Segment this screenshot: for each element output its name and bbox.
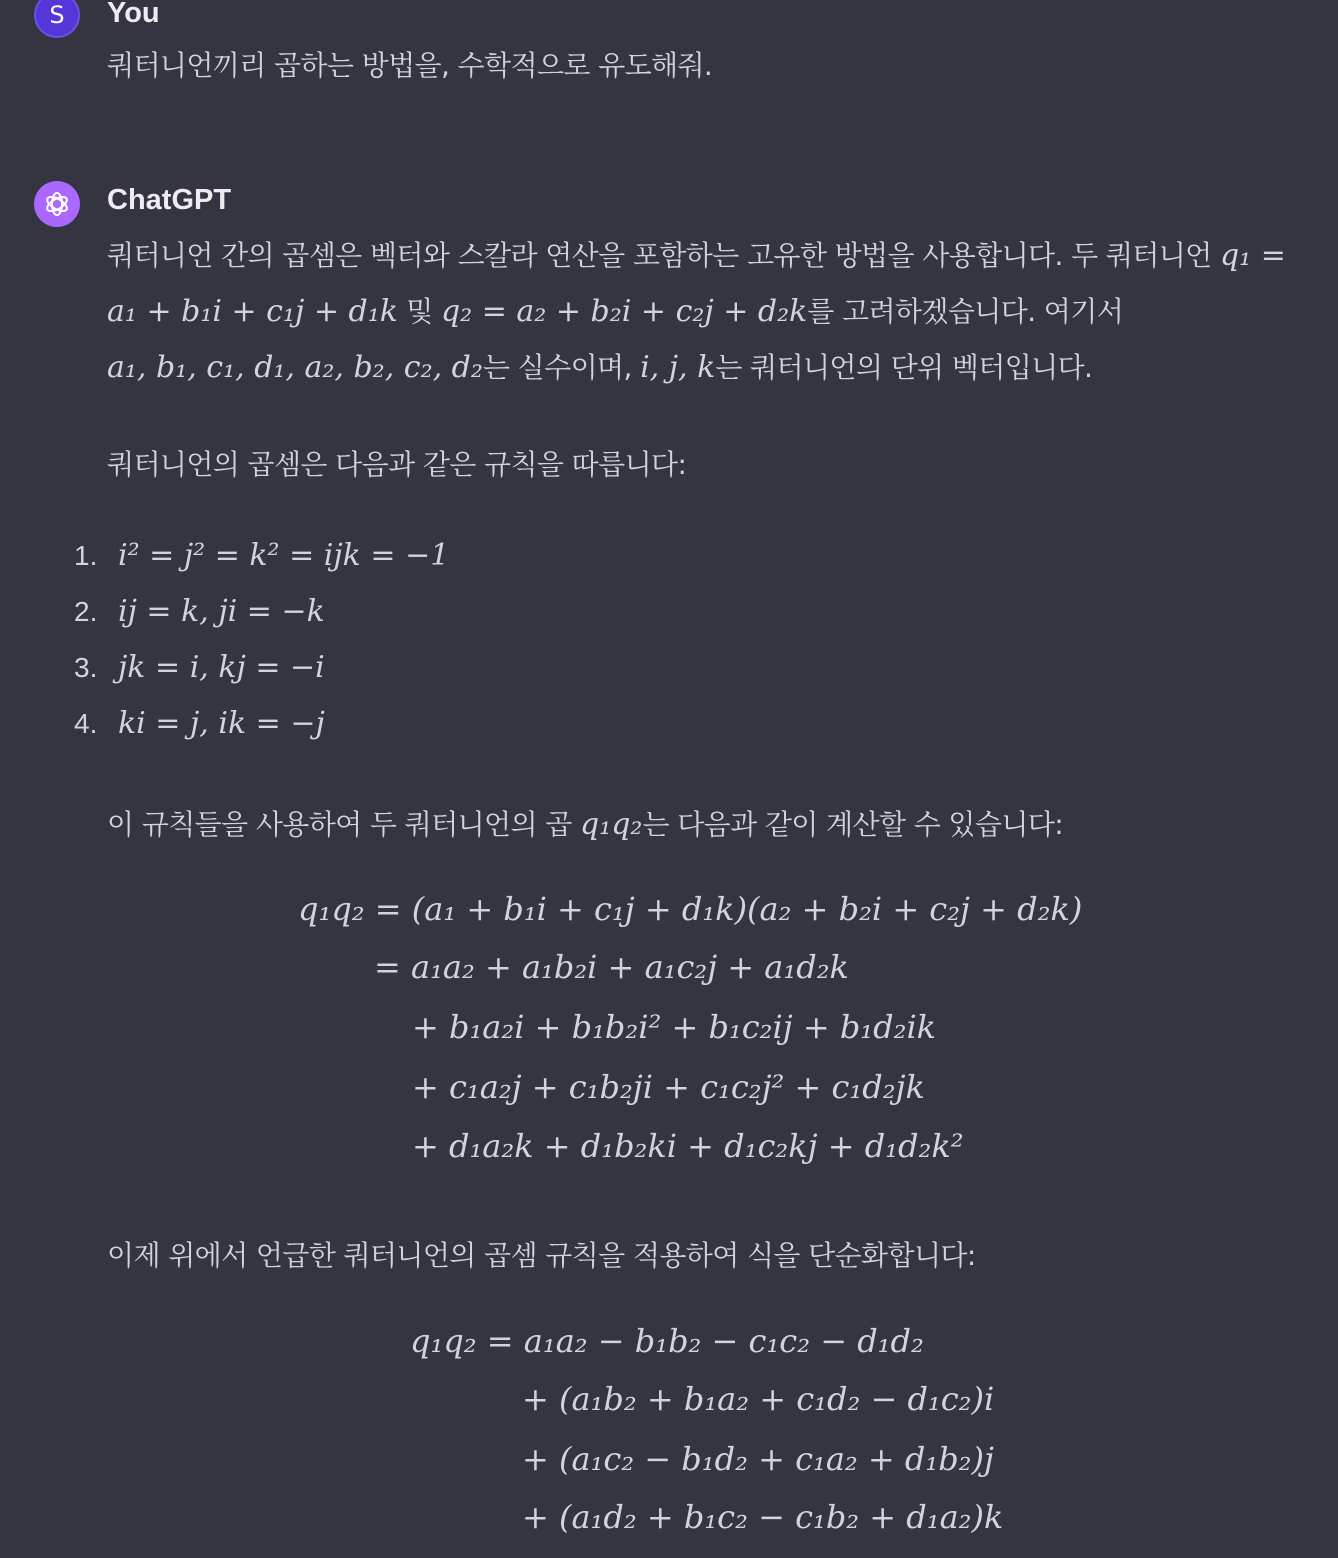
product-intro-math: q₁q₂ [579,807,643,842]
intro-text-2b: 및 [397,295,441,328]
expansion-line-4: + c₁a₂j + c₁b₂ji + c₁c₂j² + c₁d₂jk [412,1068,925,1106]
list-item [74,538,449,573]
product-intro-text-c: 는 다음과 같이 계산할 수 있습니다: [642,808,1064,841]
intro-text-3b: 는 실수이며, [482,351,641,384]
list-item [74,706,325,741]
intro-line-2 [107,290,1123,330]
chatgpt-avatar [34,181,80,227]
expansion-line-5: + d₁a₂k + d₁b₂ki + d₁c₂kj + d₁d₂k² [412,1127,964,1165]
intro-text-3d: 는 쿼터니언의 단위 벡터입니다. [715,351,1093,384]
list-number: 1. [74,540,98,571]
intro-math-units: i, j, k [640,350,716,385]
product-intro [107,803,1063,843]
assistant-name: ChatGPT [107,184,232,216]
expansion-line-2: = a₁a₂ + a₁b₂i + a₁c₂j + a₁d₂k [374,948,849,986]
intro-math-coeffs: a₁, b₁, c₁, d₁, a₂, b₂, c₂, d₂ [107,350,483,385]
user-message-text: 쿼터니언끼리 곱하는 방법을, 수학적으로 유도해줘. [107,49,713,82]
intro-math-q2-def: q₂ = a₂ + b₂i + c₂j + d₂k [440,294,808,329]
result-line-3: + (a₁c₂ − b₁d₂ + c₁a₂ + d₁b₂)j [522,1440,994,1478]
product-intro-text-a: 이 규칙들을 사용하여 두 쿼터니언의 곱 [107,808,580,841]
openai-logo-icon [42,189,72,219]
expansion-line-3: + b₁a₂i + b₁b₂i² + b₁c₂ij + b₁d₂ik [412,1008,937,1046]
result-line-4: + (a₁d₂ + b₁c₂ − c₁b₂ + d₁a₂)k [522,1498,1004,1536]
intro-line-3 [107,346,1092,386]
result-line-2: + (a₁b₂ + b₁a₂ + c₁d₂ − d₁c₂)i [522,1380,995,1418]
list-item [74,594,325,629]
expansion-line-1: q₁q₂ = (a₁ + b₁i + c₁j + d₁k)(a₂ + b₂i + c₂j + d₂k) [298,890,1083,928]
user-avatar [34,0,80,38]
rules-intro: 쿼터니언의 곱셈은 다음과 같은 규칙을 따릅니다: [107,448,687,481]
list-number: 2. [74,596,98,627]
rule-expression: jk = i, kj = −i [118,650,325,685]
rule-expression: ki = j, ik = −j [118,706,325,741]
simplify-intro: 이제 위에서 언급한 쿼터니언의 곱셈 규칙을 적용하여 식을 단순화합니다: [107,1239,976,1272]
intro-math-q1-def: a₁ + b₁i + c₁j + d₁k [107,294,398,329]
intro-math-q1: q₁ = [1219,238,1286,273]
result-line-1: q₁q₂ = a₁a₂ − b₁b₂ − c₁c₂ − d₁d₂ [410,1322,924,1360]
intro-text-2d: 를 고려하겠습니다. 여기서 [807,295,1124,328]
rule-expression: ij = k, ji = −k [118,594,325,629]
list-number: 4. [74,708,98,739]
user-name: You [107,0,160,29]
user-avatar-letter: S [49,1,65,29]
rule-expression: i² = j² = k² = ijk = −1 [118,538,450,573]
intro-line-1 [107,234,1286,274]
list-number: 3. [74,652,98,683]
intro-text-1a: 쿼터니언 간의 곱셈은 벡터와 스칼라 연산을 포함하는 고유한 방법을 사용합니다. 두 쿼터니언 [107,239,1220,272]
list-item [74,650,325,685]
